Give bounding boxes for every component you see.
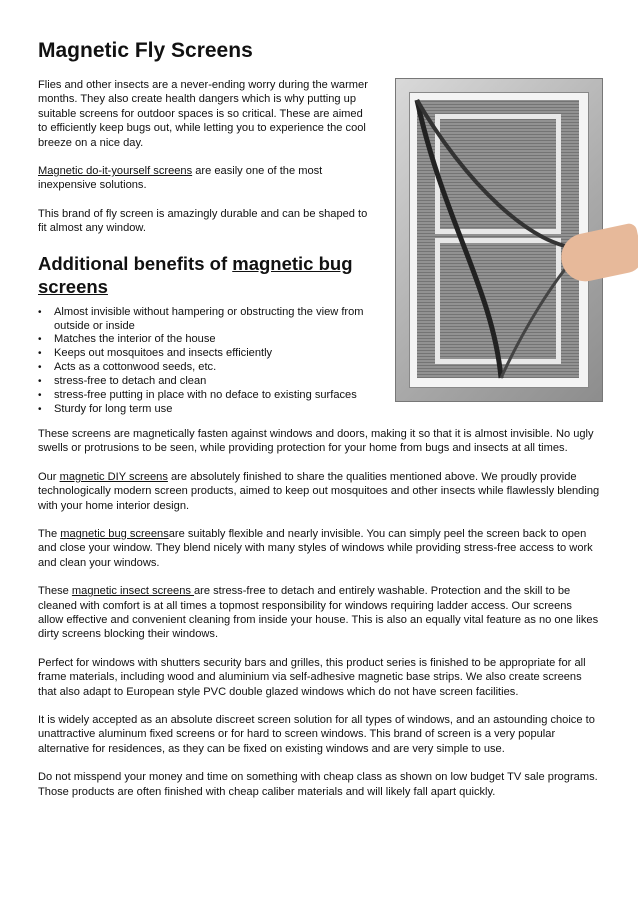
list-item: • Acts as a cottonwood seeds, etc. <box>38 361 368 375</box>
benefits-heading <box>38 252 378 298</box>
list-item: • Almost invisible without hampering or obstructing the view from outside or inside <box>38 306 368 334</box>
magnetic-insect-screens-link[interactable]: magnetic insect screens <box>71 585 195 598</box>
list-item: • Keeps out mosquitoes and insects efficiently <box>38 347 368 361</box>
list-item: • Sturdy for long term use <box>38 403 368 417</box>
benefits-list <box>38 306 368 417</box>
list-item: • Matches the interior of the house <box>38 333 368 347</box>
magnetic-screen-photo <box>383 70 638 410</box>
list-item: • stress-free to detach and clean <box>38 375 368 389</box>
body-paragraph-2 <box>38 470 600 513</box>
body-paragraph-4-pre: These <box>38 585 72 598</box>
intro-paragraph-2 <box>38 164 373 193</box>
body-paragraph-7: Do not misspend your money and time on something with cheap class as shown on low budget TV sale programs. Those products are often finished with cheap caliber materials and will likely fall apart quickly. <box>38 771 598 798</box>
magnetic-bug-screens-heading-link[interactable]: magnetic bug screens <box>38 252 353 297</box>
body-paragraph-5: Perfect for windows with shutters security bars and grilles, this product series is finished to be appropriate for all frame materials, including wood and aluminium via self-adhesive magnetic base strips. We also create screens that also adapt to European style PVC double glazed windows which do not have screen facilities. <box>38 656 586 698</box>
body-paragraph-2-pre: Our <box>38 470 60 483</box>
intro-paragraph-2-text: are easily one of the most inexpensive solutions. <box>38 165 323 192</box>
body-paragraph-2-text: are absolutely finished to share the qualities mentioned above. We proudly provide technologically modern screen products, aimed to keep out mosquitoes and other insects while flawlessly blending with your home interior design. <box>38 470 600 512</box>
magnetic-diy-screens-body-link[interactable]: magnetic DIY screens <box>59 470 168 483</box>
intro-paragraph-3: This brand of fly screen is amazingly durable and can be shaped to fit almost any window. <box>38 207 368 235</box>
body-paragraph-4-text: are stress-free to detach and entirely washable. Protection and the skill to be cleaned with comfort is at all times a topmost responsibility for windows requiring ladder access. Our screens allow effective and convenient cleaning from inside your house. This is also an equally vital feature as no one likes dirty screens blocking their windows. <box>38 585 599 641</box>
body-paragraph-4 <box>38 584 600 642</box>
intro-paragraph-1: Flies and other insects are a never-ending worry during the warmer months. They also create health dangers which is why putting up suitable screens for outdoor spaces is so critical. These are aimed to efficiently keep bugs out, while letting you to experience the cool breeze on a nice day. <box>38 79 368 149</box>
body-section <box>38 427 600 799</box>
body-paragraph-3 <box>38 527 600 570</box>
body-paragraph-3-text: are suitably flexible and nearly invisible. You can simply peel the screen back to open and close your window. They blend nicely with many styles of windows while providing stress-free access to work and clean your windows. <box>38 527 593 569</box>
body-paragraph-6: It is widely accepted as an absolute discreet screen solution for all types of windows, and an astounding choice to unattractive aluminum fixed screens or for hard to screen windows. This brand of screen is a very popular alternative for residences, as they can be fixed on existing windows and are very simple to use. <box>38 714 595 755</box>
page-title: Magnetic Fly Screens <box>38 39 253 62</box>
intro-section <box>38 78 373 236</box>
body-paragraph-1: These screens are magnetically fasten against windows and doors, making it so that it is almost invisible. No ugly swells or protrusions to be seen, while providing protection for your home from bugs and insects at all times. <box>38 427 594 455</box>
benefits-heading-prefix: Additional benefits of <box>38 252 233 274</box>
magnetic-diy-screens-link[interactable]: Magnetic do-it-yourself screens <box>38 165 193 178</box>
body-paragraph-3-pre: The <box>38 527 61 540</box>
list-item: • stress-free putting in place with no deface to existing surfaces <box>38 389 368 403</box>
magnetic-bug-screens-link[interactable]: magnetic bug screens <box>60 527 169 540</box>
